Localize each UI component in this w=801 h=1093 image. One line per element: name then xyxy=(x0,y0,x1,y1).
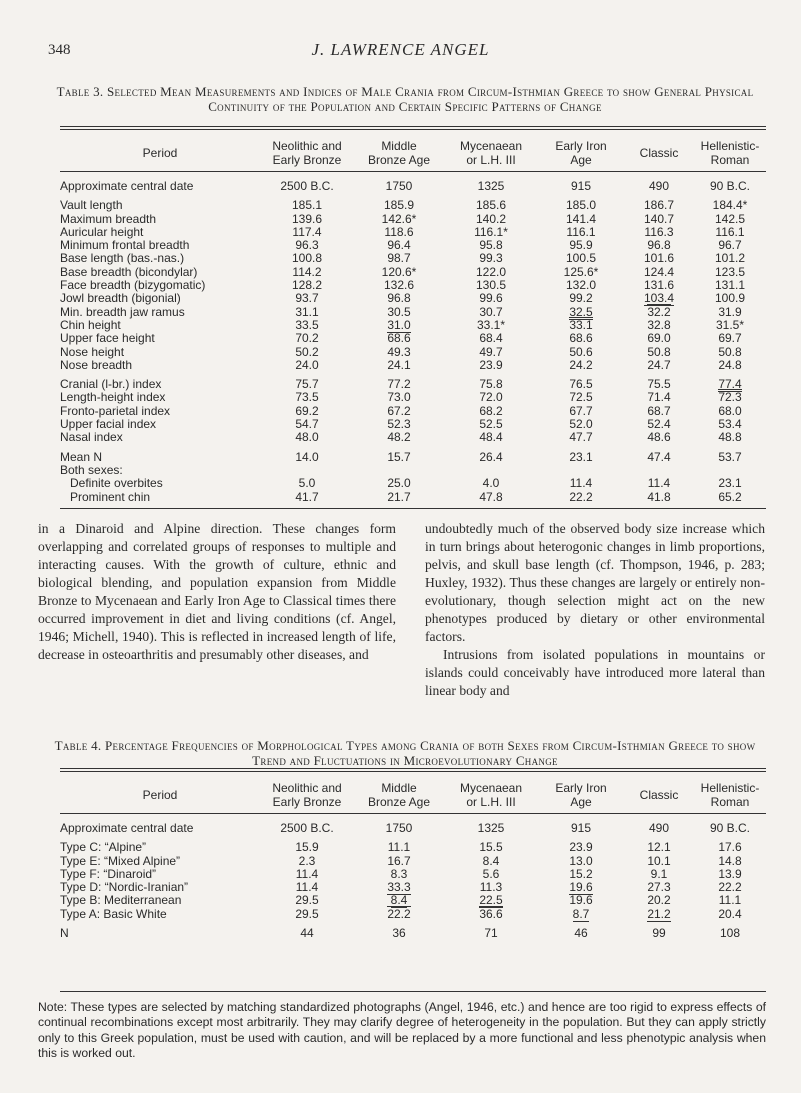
table-cell: Min. breadth jaw ramus xyxy=(60,304,185,319)
table-cell: Nose breadth xyxy=(60,357,133,372)
table-cell: 22.2 xyxy=(569,489,593,504)
table-cell: Fronto-parietal index xyxy=(60,403,171,418)
table-cell: 69.7 xyxy=(718,331,742,346)
table-cell: 490 xyxy=(648,179,670,193)
table-cell: 21.7 xyxy=(387,489,411,504)
table3 xyxy=(60,135,766,504)
table-cell: 53.4 xyxy=(718,417,742,432)
column-header: Mycenaean or L.H. III xyxy=(459,139,523,167)
table-row xyxy=(60,378,766,391)
table-cell: 77.2 xyxy=(387,377,411,392)
column-header: Middle Bronze Age xyxy=(367,139,431,167)
table-row xyxy=(60,894,766,907)
table-cell: 77.4 xyxy=(718,377,742,392)
table-cell: Approximate central date xyxy=(60,821,194,835)
column-header: Period xyxy=(142,146,178,160)
table-cell: 490 xyxy=(648,821,670,835)
table-note: Note: These types are selected by matching standardized photographs (Angel, 1946, etc.) and hence are too rigid to express effects of continual recombinations except most arbitrarily. They may clarify degree of heterogeneity in the population. But they can apply strictly only to this Greek population, must be used with caution, and will be replaced by a more functional and less phenotypic analysis when this is worked out. xyxy=(38,1000,766,1061)
table3-caption: Table 3. Selected Mean Measurements and Indices of Male Crania from Circum-Isthmian Greece to show General Physical Continuity of the Population and Certain Specific Patterns of Change xyxy=(56,84,754,114)
table-cell: 31.5* xyxy=(715,317,745,332)
table-cell: Upper facial index xyxy=(60,417,157,432)
table-cell: Cranial (l-br.) index xyxy=(60,377,162,392)
table4-caption: Table 4. Percentage Frequencies of Morphological Types among Crania of both Sexes from Circum-Isthmian Greece to show Trend and Fluctuations in Microevolutionary Change xyxy=(54,738,756,768)
table-cell: 118.6 xyxy=(384,224,414,239)
table-cell: 52.4 xyxy=(647,417,671,432)
table-cell: 128.2 xyxy=(291,278,323,293)
table-cell: 23.1 xyxy=(569,449,593,464)
table-cell: 11.4 xyxy=(569,476,593,491)
table-cell: Jowl breadth (bigonial) xyxy=(60,291,181,306)
table-cell: 8.4 xyxy=(390,893,408,908)
table-cell: 95.8 xyxy=(479,238,503,253)
table-cell: 67.2 xyxy=(387,403,411,418)
table-cell: 68.6 xyxy=(387,331,411,346)
table-row xyxy=(60,346,766,359)
table-cell: Type C: “Alpine” xyxy=(60,840,147,855)
table-cell: 915 xyxy=(570,179,592,193)
page-number: 348 xyxy=(48,42,71,58)
table-cell: 31.9 xyxy=(718,304,742,319)
table-cell: 65.2 xyxy=(718,489,742,504)
table-cell: 47.8 xyxy=(479,489,503,504)
table-cell: Chin height xyxy=(60,317,121,332)
table-cell: 116.1 xyxy=(566,224,596,239)
table-cell: 132.0 xyxy=(565,278,597,293)
table-cell: 29.5 xyxy=(295,893,319,908)
table-cell: 10.1 xyxy=(647,853,671,868)
table-cell: 24.0 xyxy=(295,357,319,372)
table-cell: 122.0 xyxy=(475,264,507,279)
table-cell: 1750 xyxy=(385,821,413,835)
header-row xyxy=(60,777,766,814)
table3-bottom-rule xyxy=(60,508,766,509)
table-cell: 11.1 xyxy=(387,840,411,855)
table-cell: 11.1 xyxy=(718,893,742,908)
table-cell: 139.6 xyxy=(291,211,323,226)
body-paragraph: Intrusions from isolated populations in mountains or islands could conceivably have introduced more lateral than linear body and xyxy=(425,647,765,698)
column-header: Classic xyxy=(639,788,679,802)
table-cell: 100.8 xyxy=(291,251,323,266)
table-cell: 15.9 xyxy=(295,840,319,855)
table-cell xyxy=(624,464,694,477)
column-header: Hellenistic- Roman xyxy=(700,781,760,809)
table-row xyxy=(60,855,766,868)
table-cell: 75.7 xyxy=(295,377,319,392)
table-cell: 53.7 xyxy=(718,449,742,464)
header-row xyxy=(60,135,766,172)
table-cell: Type E: “Mixed Alpine” xyxy=(60,853,181,868)
table-cell: 15.5 xyxy=(479,840,503,855)
table-cell: Type F: “Dinaroid” xyxy=(60,866,157,881)
table-cell: 98.7 xyxy=(387,251,411,266)
table-cell: 90 B.C. xyxy=(709,179,751,193)
table-cell: 31.1 xyxy=(295,304,319,319)
table3-top-rule xyxy=(60,126,766,127)
body-paragraph: undoubtedly much of the observed body size increase which in turn brings about heterogonic changes in limb proportions, pelvis, and skull base length (cf. Thompson, 1946, p. 283; Huxley, 1932). Thus these changes are largely or entirely non-evolutionary, though selection might act on the new phenotypes produced by dietary or other environmental factors. xyxy=(425,521,765,644)
table-cell: 108 xyxy=(719,926,741,941)
table-cell xyxy=(538,464,624,477)
column-header: Middle Bronze Age xyxy=(367,781,431,809)
table-cell: 141.4 xyxy=(565,211,597,226)
table-cell: 33.1 xyxy=(569,317,593,332)
column-header: Period xyxy=(142,788,178,802)
table-cell: 11.4 xyxy=(295,866,319,881)
table-cell: 142.6* xyxy=(381,211,417,226)
table-cell: 2.3 xyxy=(298,853,316,868)
table-cell: 17.6 xyxy=(718,840,742,855)
table-cell: 99.3 xyxy=(479,251,503,266)
table-cell: 185.1 xyxy=(291,198,323,213)
table-cell: 75.8 xyxy=(479,377,503,392)
table-row xyxy=(60,332,766,345)
table-cell: Prominent chin xyxy=(70,489,151,504)
table-cell: 49.7 xyxy=(479,344,503,359)
table-cell: 41.7 xyxy=(295,489,319,504)
table-row xyxy=(60,431,766,444)
column-header: Early Iron Age xyxy=(555,781,607,809)
table-cell: 8.7 xyxy=(572,906,590,921)
table-row xyxy=(60,199,766,212)
table-cell xyxy=(354,464,444,477)
table-cell xyxy=(444,464,538,477)
table-cell: 48.2 xyxy=(387,430,411,445)
table-cell: Base length (bas.-nas.) xyxy=(60,251,185,266)
table-cell: 30.7 xyxy=(479,304,503,319)
table-cell: Approximate central date xyxy=(60,179,194,193)
table-cell xyxy=(694,464,766,477)
table-cell: 32.8 xyxy=(647,317,671,332)
table-cell: 96.8 xyxy=(387,291,411,306)
table-cell: 132.6 xyxy=(383,278,415,293)
table-cell: N xyxy=(60,926,69,941)
table-cell: 13.9 xyxy=(718,866,742,881)
table4-top-rule xyxy=(60,768,766,769)
table-cell: Mean N xyxy=(60,449,103,464)
table-cell: 95.9 xyxy=(569,238,593,253)
table-row xyxy=(60,451,766,464)
table-cell: 184.4* xyxy=(712,198,748,213)
column-header: Neolithic and Early Bronze xyxy=(272,781,342,809)
table-cell: 2500 B.C. xyxy=(280,179,334,193)
column-header: Neolithic and Early Bronze xyxy=(272,139,342,167)
table-cell: 11.4 xyxy=(647,476,671,491)
table-cell: 22.2 xyxy=(718,880,742,895)
table-cell: 20.4 xyxy=(718,906,742,921)
table-cell: 72.3 xyxy=(718,390,742,405)
table-cell: 29.5 xyxy=(295,906,319,921)
table-cell: 48.4 xyxy=(479,430,503,445)
table-cell: 25.0 xyxy=(387,476,411,491)
table-cell: 116.3 xyxy=(644,224,674,239)
table-cell: Definite overbites xyxy=(70,476,163,491)
table-cell: 23.9 xyxy=(569,840,593,855)
table-row xyxy=(60,391,766,404)
table-cell: 24.7 xyxy=(647,357,671,372)
table-cell: 50.8 xyxy=(718,344,742,359)
table-row xyxy=(60,226,766,239)
table-cell: 69.2 xyxy=(295,403,319,418)
table-cell: 26.4 xyxy=(479,449,503,464)
table-cell: 12.1 xyxy=(647,840,671,855)
table-cell: 73.5 xyxy=(295,390,319,405)
table-row xyxy=(60,266,766,279)
table-cell: 48.0 xyxy=(295,430,319,445)
table-cell: 130.5 xyxy=(475,278,507,293)
table-cell: 44 xyxy=(300,926,314,941)
table-cell: Nasal index xyxy=(60,430,123,445)
table-cell: 72.0 xyxy=(479,390,503,405)
table-cell: 27.3 xyxy=(647,880,671,895)
table-cell: 33.3 xyxy=(387,880,411,895)
table-cell: 67.7 xyxy=(569,403,593,418)
table-row xyxy=(60,359,766,372)
table-cell: 11.3 xyxy=(479,880,503,895)
table-cell: Length-height index xyxy=(60,390,166,405)
table-cell: 185.6 xyxy=(475,198,507,213)
table-cell: 19.6 xyxy=(569,880,593,895)
table-row xyxy=(60,319,766,332)
table-cell: 52.0 xyxy=(569,417,593,432)
column-header: Early Iron Age xyxy=(555,139,607,167)
body-text-right xyxy=(425,520,765,700)
table3-top-rule-2 xyxy=(60,129,766,130)
table-cell: 30.5 xyxy=(387,304,411,319)
table-cell: 915 xyxy=(570,821,592,835)
body-text-left: in a Dinaroid and Alpine direction. These changes form overlapping and correlated groups of responses to multiple and interacting causes. With the growth of culture, ethnic and biological blending, and population expansion from Middle Bronze to Mycenaean and Early Iron Age to Classical times there occurred improvement in diet and living conditions (cf. Angel, 1946; Michell, 1940). This is reflected in increased length of life, decrease in osteoarthritis and presumably other diseases, and xyxy=(38,521,396,662)
table-cell: 96.3 xyxy=(295,238,319,253)
table-cell: 71 xyxy=(484,926,498,941)
table-cell: 124.4 xyxy=(643,264,675,279)
table-cell: 76.5 xyxy=(569,377,593,392)
table-cell: 101.2 xyxy=(714,251,746,266)
table-cell: 22.2 xyxy=(387,906,411,921)
table-row xyxy=(60,213,766,226)
table-cell: 100.5 xyxy=(565,251,597,266)
table-cell: Vault length xyxy=(60,198,123,213)
table-cell: 20.2 xyxy=(647,893,671,908)
table-cell: 68.4 xyxy=(479,331,503,346)
table-cell: 99.6 xyxy=(479,291,503,306)
table-cell: 13.0 xyxy=(569,853,593,868)
table-cell: 23.1 xyxy=(718,476,742,491)
table-cell: 125.6* xyxy=(563,264,599,279)
table-cell: 142.5 xyxy=(714,211,746,226)
table-cell: 8.4 xyxy=(482,853,500,868)
table-row xyxy=(60,908,766,921)
table-cell: 68.6 xyxy=(569,331,593,346)
table-cell: Type D: “Nordic-Iranian” xyxy=(60,880,189,895)
table-cell: 49.3 xyxy=(387,344,411,359)
table-cell: 117.4 xyxy=(292,224,322,239)
table-cell: 36.6 xyxy=(479,906,503,921)
table-cell: 99 xyxy=(652,926,666,941)
table-cell: Both sexes: xyxy=(60,462,123,477)
table-row xyxy=(60,477,766,490)
table-row xyxy=(60,252,766,265)
table-cell: 52.5 xyxy=(479,417,503,432)
table4-top-rule-2 xyxy=(60,771,766,772)
table-cell: 16.7 xyxy=(387,853,411,868)
table-cell: 99.2 xyxy=(569,291,593,306)
table-cell: 46 xyxy=(574,926,588,941)
table-cell: 47.4 xyxy=(647,449,671,464)
table-cell: 33.5 xyxy=(295,317,319,332)
table-cell: 24.2 xyxy=(569,357,593,372)
table-row xyxy=(60,239,766,252)
table-cell: Type B: Mediterranean xyxy=(60,893,182,908)
table-row xyxy=(60,841,766,854)
table-cell: 32.5 xyxy=(569,304,593,319)
table-row xyxy=(60,927,766,940)
table-row xyxy=(60,491,766,504)
table-cell: 41.8 xyxy=(647,489,671,504)
table-cell: 96.7 xyxy=(718,238,742,253)
table-row xyxy=(60,881,766,894)
table-cell: 50.8 xyxy=(647,344,671,359)
table-row xyxy=(60,306,766,319)
table4 xyxy=(60,777,766,940)
table-cell: 101.6 xyxy=(643,251,675,266)
table-row xyxy=(60,418,766,431)
table-cell: 103.4 xyxy=(643,291,675,306)
table-cell: 14.8 xyxy=(718,853,742,868)
table-cell: 48.6 xyxy=(647,430,671,445)
table-cell: 22.5 xyxy=(479,893,503,908)
table-cell: 96.4 xyxy=(387,238,411,253)
table-cell: 32.2 xyxy=(647,304,671,319)
table-cell: 114.2 xyxy=(292,264,322,279)
table-cell: 69.0 xyxy=(647,331,671,346)
table-cell: 48.8 xyxy=(718,430,742,445)
table-cell: Type A: Basic White xyxy=(60,906,167,921)
table-cell: 52.3 xyxy=(387,417,411,432)
table4-bottom-rule xyxy=(60,991,766,992)
table-cell: 131.1 xyxy=(714,278,746,293)
table-cell: 140.7 xyxy=(643,211,675,226)
table-cell: 96.8 xyxy=(647,238,671,253)
table-cell: 5.0 xyxy=(298,476,316,491)
table-cell: 2500 B.C. xyxy=(280,821,334,835)
table-row xyxy=(60,822,766,835)
table-cell: 90 B.C. xyxy=(709,821,751,835)
table-cell: Maximum breadth xyxy=(60,211,157,226)
table-cell xyxy=(260,464,354,477)
table-cell: 185.9 xyxy=(383,198,415,213)
table-cell: 19.6 xyxy=(569,893,593,908)
table-cell: 50.6 xyxy=(569,344,593,359)
table-cell: 50.2 xyxy=(295,344,319,359)
table-cell: 72.5 xyxy=(569,390,593,405)
table-cell: 116.1* xyxy=(474,224,508,239)
table-cell: 71.4 xyxy=(647,390,671,405)
column-header: Classic xyxy=(639,146,679,160)
running-head: J. LAWRENCE ANGEL xyxy=(311,40,490,59)
table-cell: 36 xyxy=(392,926,406,941)
table-cell: 11.4 xyxy=(295,880,319,895)
table-cell: Face breadth (bizygomatic) xyxy=(60,278,206,293)
table-cell: 68.2 xyxy=(479,403,503,418)
table-cell: 1325 xyxy=(477,821,505,835)
table-cell: 185.0 xyxy=(565,198,597,213)
table-cell: 15.2 xyxy=(569,866,593,881)
table-row xyxy=(60,405,766,418)
column-header: Hellenistic- Roman xyxy=(700,139,760,167)
table-cell: 4.0 xyxy=(482,476,500,491)
table-cell: 75.5 xyxy=(647,377,671,392)
table-cell: 31.0 xyxy=(387,317,411,332)
table-cell: 93.7 xyxy=(295,291,319,306)
table-cell: 131.6 xyxy=(643,278,675,293)
table-row xyxy=(60,868,766,881)
table-cell: 116.1 xyxy=(715,224,745,239)
table-cell: 123.5 xyxy=(714,264,746,279)
table-cell: Minimum frontal breadth xyxy=(60,238,190,253)
table-cell: 23.9 xyxy=(479,357,503,372)
table-cell: 73.0 xyxy=(387,390,411,405)
table-cell: 68.0 xyxy=(718,403,742,418)
table-row xyxy=(60,279,766,292)
table-cell: 100.9 xyxy=(714,291,746,306)
table-cell: 54.7 xyxy=(295,417,319,432)
table-cell: 120.6* xyxy=(381,264,417,279)
table-cell: Upper face height xyxy=(60,331,155,346)
table-cell: 68.7 xyxy=(647,403,671,418)
table-cell: 5.6 xyxy=(482,866,500,881)
table-cell: 14.0 xyxy=(295,449,319,464)
column-header: Mycenaean or L.H. III xyxy=(459,781,523,809)
table-cell: Nose height xyxy=(60,344,125,359)
table-cell: 140.2 xyxy=(475,211,507,226)
table-cell: 1325 xyxy=(477,179,505,193)
table-cell: Auricular height xyxy=(60,224,144,239)
table-cell: 47.7 xyxy=(569,430,593,445)
table-cell: 186.7 xyxy=(643,198,675,213)
table-cell: 8.3 xyxy=(390,866,408,881)
table-cell: 15.7 xyxy=(387,449,411,464)
table-cell: Base breadth (bicondylar) xyxy=(60,264,198,279)
table-cell: 70.2 xyxy=(295,331,319,346)
table-row xyxy=(60,464,766,477)
table-row xyxy=(60,180,766,193)
table-cell: 1750 xyxy=(385,179,413,193)
table-cell: 24.1 xyxy=(387,357,411,372)
table-cell: 21.2 xyxy=(647,906,671,921)
table-cell: 9.1 xyxy=(650,866,668,881)
table-cell: 33.1* xyxy=(476,317,506,332)
table-cell: 24.8 xyxy=(718,357,742,372)
